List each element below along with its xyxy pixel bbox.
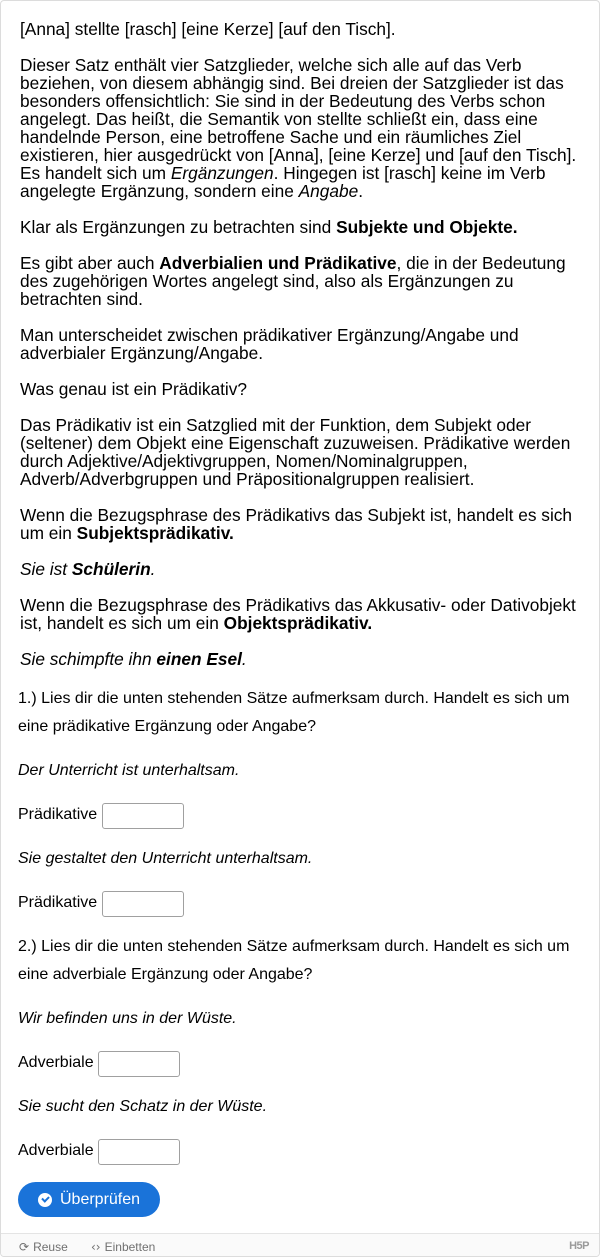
term-angabe: Angabe [298,181,359,201]
p3-text-2: , die in der Bedeutung des zugehörigen Wortes angelegt sind, also als Ergänzungen zu betrachten sind. [20,253,566,309]
task2-label-2: Adverbiale [18,1142,94,1159]
task2-answer-field-2[interactable] [98,1139,180,1165]
check-circle-icon [38,1193,52,1207]
intro-paragraph [20,56,586,200]
p7-bold: Subjektsprädikativ. [76,523,234,543]
p2-bold: Subjekte und Objekte. [336,217,518,237]
reuse-button[interactable] [19,1240,68,1254]
p2-text: Klar als Ergänzungen zu betrachten sind [20,217,337,237]
paragraph-object-predicative [20,596,586,632]
paragraph-definition: Das Prädikativ ist ein Satzglied mit der Funktion, dem Subjekt oder (seltener) dem Objekt eine Eigenschaft zuzuweisen. Prädikative werden durch Adjektive/Adjektivgruppen, Nomen/Nominalgruppen, Adverb/Adverbgruppen und Präpositionalgruppen realisiert. [20,415,571,489]
h5p-logo[interactable]: H5P [569,1240,589,1252]
paragraph-adverbials [20,254,586,308]
example-subject-predicative [20,560,586,578]
ex2-bold: einen Esel [156,649,242,669]
task2-sentence-1: Wir befinden uns in der Wüste. [18,1010,237,1027]
task2-sentence-2: Sie sucht den Schatz in der Wüste. [18,1098,268,1115]
ex1-text: Sie ist [20,559,72,579]
paragraph-subject-predicative [20,506,586,542]
task2-answer-field-1[interactable] [98,1051,180,1077]
task1-question: 1.) Lies dir die unten stehenden Sätze aufmerksam durch. Handelt es sich um eine prädikative Ergänzung oder Angabe? [18,690,570,735]
task1-label-2: Prädikative [18,894,98,911]
task2-question: 2.) Lies dir die unten stehenden Sätze aufmerksam durch. Handelt es sich um eine adverbiale Ergänzung oder Angabe? [18,938,570,983]
check-button-label: Überprüfen [60,1190,141,1208]
embed-label: Einbetten [104,1240,156,1254]
task1-sentence-1: Der Unterricht ist unterhaltsam. [18,762,240,779]
p8-bold: Objektsprädikativ. [223,613,373,633]
task2-label-1: Adverbiale [18,1054,94,1071]
ex1-end: . [150,559,156,579]
p7-text: Wenn die Bezugsphrase des Prädikativs das Subjekt ist, handelt es sich um ein [20,505,573,543]
paragraph-question: Was genau ist ein Prädikativ? [20,379,248,399]
check-answers-button[interactable] [18,1182,160,1217]
task1-sentence-2: Sie gestaltet den Unterricht unterhaltsam. [18,850,313,867]
ex1-bold: Schülerin [71,559,151,579]
paragraph-subjects-objects [20,218,586,236]
reuse-label: Reuse [33,1240,68,1254]
term-ergaenzungen: Ergänzungen [170,163,274,183]
p3-text-1: Es gibt aber auch [20,253,160,273]
embed-button[interactable] [91,1240,155,1254]
intro-text-3: . [358,181,364,201]
task1-label-1: Prädikative [18,806,98,823]
p8-text: Wenn die Bezugsphrase des Prädikativs das Akkusativ- oder Dativobjekt ist, handelt es sich um ein [20,595,576,633]
example-sentence: [Anna] stellte [rasch] [eine Kerze] [auf den Tisch]. [20,19,396,39]
intro-text-1: Dieser Satz enthält vier Satzglieder, welche sich alle auf das Verb beziehen, von diesem abhängig sind. Bei dreien der Satzglieder ist das besonders offensichtlich: Sie sind in der Bedeutung des Verbs schon angelegt. Das heißt, die Semantik von stellte schließt ein, dass eine handelnde Person, eine betroffene Sache und ein räumliches Ziel existieren, hier ausgedrückt von [Anna], [eine Kerze] und [auf den Tisch]. Es handelt sich um [20,55,577,183]
ex2-end: . [241,649,247,669]
reuse-icon: ⟳ [19,1240,30,1254]
intro-text-2: . Hingegen ist [rasch] keine im Verb angelegte Ergänzung, sondern eine [20,163,546,201]
task1-answer-field-1[interactable] [102,803,184,829]
example-object-predicative [20,650,586,668]
p3-bold: Adverbialien und Prädikative [159,253,397,273]
h5p-footer [1,1233,600,1257]
ex2-text: Sie schimpfte ihn [20,649,157,669]
paragraph-distinction: Man unterscheidet zwischen prädikativer Ergänzung/Angabe und adverbialer Ergänzung/Angabe. [20,325,519,363]
code-icon: ‹› [91,1240,101,1254]
task1-answer-field-2[interactable] [102,891,184,917]
